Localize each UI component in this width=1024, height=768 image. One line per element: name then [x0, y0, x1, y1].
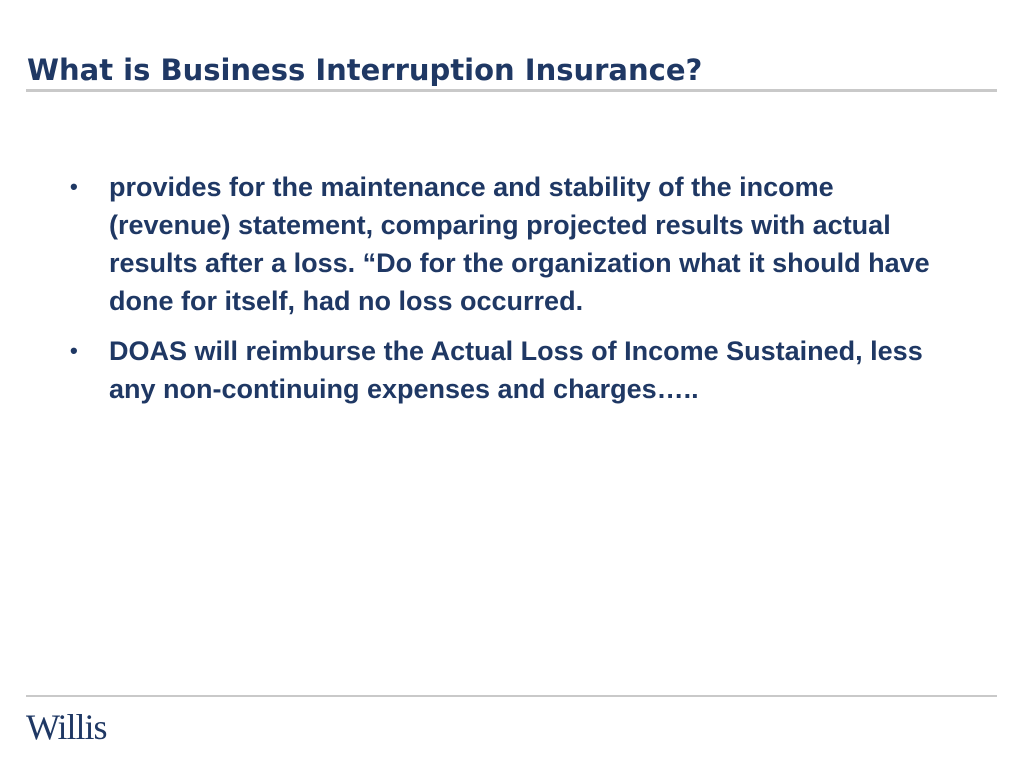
slide-title: What is Business Interruption Insurance?	[27, 53, 703, 87]
bullet-list	[70, 168, 950, 420]
bullet-item	[70, 168, 950, 320]
title-divider	[26, 89, 997, 92]
bullet-dot-icon: •	[70, 174, 78, 199]
bullet-text: provides for the maintenance and stability of the income (revenue) statement, comparing projected results with actual results after a loss. “Do for the organization what it should have done for itself, had no loss occurred.	[109, 172, 930, 316]
bullet-dot-icon: •	[70, 338, 78, 363]
willis-logo: Willis	[26, 707, 107, 747]
footer-divider	[26, 695, 997, 697]
bullet-item	[70, 332, 950, 408]
bullet-text: DOAS will reimburse the Actual Loss of Income Sustained, less any non-continuing expenses and charges…..	[109, 336, 923, 404]
